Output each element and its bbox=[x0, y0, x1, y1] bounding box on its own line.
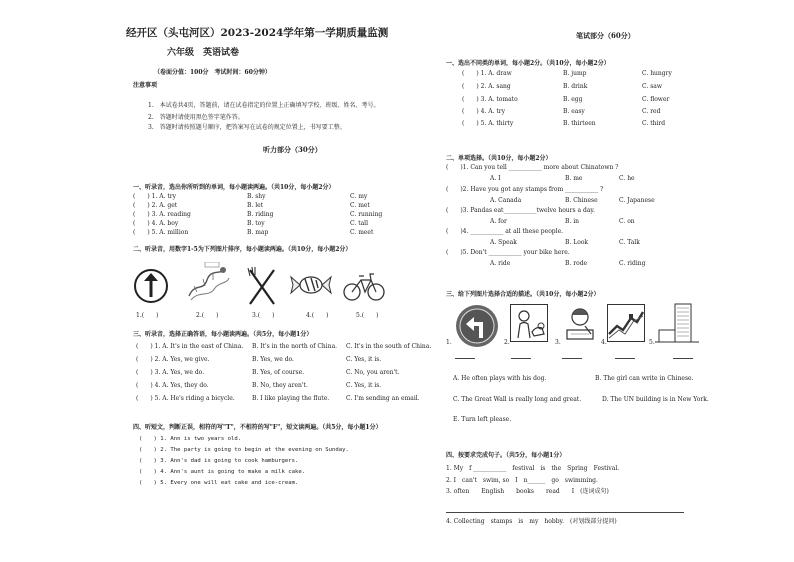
boy-with-dog-icon bbox=[510, 304, 548, 342]
listening-q1-heading: 一、听录音，选出你所听到的单词，每小题读两遍。（共10分，每小题2分） bbox=[133, 184, 335, 191]
pic-label-1: 1. bbox=[446, 339, 452, 346]
option-a: ( ) 5. A. thirty bbox=[462, 120, 514, 127]
option-a: ( ) 5. A. He's riding a bicycle. bbox=[136, 395, 235, 402]
turn-left-sign-icon bbox=[455, 304, 499, 348]
option-b: B. No, they aren't. bbox=[252, 382, 308, 389]
listening-q2-heading: 二、听录音，用数字1-5为下列图片排序，每小题读两遍。（共10分，每小题2分） bbox=[133, 246, 352, 253]
question: ( )1. Can you tell ___________ more about Chinatown ? bbox=[446, 164, 619, 171]
option-a: ( ) 1. A. try bbox=[133, 193, 177, 200]
right-page bbox=[397, 0, 794, 562]
option-a: ( ) 3. A. Yes, we do. bbox=[136, 369, 205, 376]
statement: ( ) 2. The party is going to begin at the evening on Sunday. bbox=[139, 447, 349, 453]
option-c: C. I'm sending an email. bbox=[346, 395, 420, 402]
answer-blank[interactable] bbox=[615, 358, 635, 359]
sentence: 2. I can't swim, so I n______ go swimming. bbox=[446, 477, 598, 484]
sentence: 3. often English books read I (连词成句) bbox=[446, 488, 609, 495]
option-b: B. rode bbox=[565, 260, 588, 267]
option-a: A. I bbox=[490, 175, 501, 182]
description-option: B. The girl can write in Chinese. bbox=[595, 375, 694, 382]
pic-label-1: 1.( ) bbox=[136, 312, 159, 319]
pic-label-5: 5. bbox=[649, 339, 655, 346]
written-q1-heading: 一、选出不同类的单词，每小题2分。（共10分，每小题2分） bbox=[446, 60, 610, 67]
option-a: A. Speak bbox=[490, 239, 517, 246]
listening-q4-heading: 四、听短文，判断正误，相符的写"T"，不相符的写"F"，短文读两遍。（共5分，每小题1分） bbox=[133, 424, 382, 431]
candy-icon bbox=[289, 270, 333, 300]
option-c: C. riding bbox=[619, 260, 646, 267]
score-time: （卷面分值：100分 考试时间：60分钟） bbox=[154, 69, 271, 76]
option-a: ( ) 4. A. try bbox=[462, 108, 506, 115]
option-a: ( ) 2. A. Yes, we give. bbox=[136, 356, 210, 363]
option-b: B. Yes, we do. bbox=[252, 356, 294, 363]
option-c: C. Talk bbox=[619, 239, 640, 246]
option-b: B. Yes, of course. bbox=[252, 369, 305, 376]
statement: ( ) 4. Ann's aunt is going to make a milk cake. bbox=[139, 469, 306, 475]
sentence: 1. My f ___________ festival is the Spring Festival. bbox=[446, 465, 620, 472]
option-c: C. No, you aren't. bbox=[346, 369, 400, 376]
answer-blank[interactable] bbox=[562, 358, 582, 359]
option-c: C. red bbox=[642, 108, 661, 115]
option-b: B. jump bbox=[563, 70, 587, 77]
note-3: 3. 答题时请按照题号顺序，把答案写在试卷的规定位置上，书写要工整。 bbox=[148, 124, 346, 131]
notes-label: 注意事项 bbox=[133, 82, 158, 89]
sentence: 4. Collecting stamps is my hobby. (对划线部分提问) bbox=[446, 518, 617, 525]
question: ( )3. Pandas eat___________twelve hours a day. bbox=[446, 207, 595, 214]
option-c: C. flower bbox=[642, 96, 670, 103]
option-b: B. map bbox=[247, 229, 269, 236]
option-a: A. ride bbox=[490, 260, 511, 267]
option-b: B. shy bbox=[247, 193, 266, 200]
option-c: C. met bbox=[350, 202, 370, 209]
option-c: C. meet bbox=[350, 229, 374, 236]
written-q3-heading: 三、给下列图片选择合适的描述。（共10分，每小题2分） bbox=[446, 291, 600, 298]
description-option: E. Turn left please. bbox=[453, 416, 512, 423]
pic-label-4: 4. bbox=[601, 339, 607, 346]
girl-writing-icon bbox=[561, 304, 599, 342]
question: ( )5. Don't ___________ your bike here. bbox=[446, 249, 570, 256]
pic-label-3: 3.( ) bbox=[252, 312, 275, 319]
option-a: ( ) 3. A. tomato bbox=[462, 96, 518, 103]
option-b: B. egg bbox=[563, 96, 583, 103]
pic-label-5: 5.( ) bbox=[356, 312, 379, 319]
option-c: C. Yes, it is. bbox=[346, 356, 382, 363]
option-a: ( ) 4. A. boy bbox=[133, 220, 179, 227]
listening-q3-heading: 三、听录音，选择正确答语，每小题读两遍。（共5分，每小题1分） bbox=[133, 331, 313, 338]
question: ( )4. ___________ at all these people. bbox=[446, 228, 564, 235]
statement: ( ) 3. Ann's dad is going to cook hamburgers. bbox=[139, 458, 299, 464]
fork-knife-icon bbox=[244, 266, 280, 306]
option-a: ( ) 2. A. sang bbox=[462, 83, 511, 90]
option-a: ( ) 4. A. Yes, they do. bbox=[136, 382, 209, 389]
dragon-icon bbox=[185, 262, 233, 304]
exam-title: 经开区（头屯河区）2023-2024学年第一学期质量监测 bbox=[126, 27, 389, 39]
option-b: B. me bbox=[565, 175, 583, 182]
exam-subtitle: 六年级 英语试卷 bbox=[167, 48, 240, 58]
option-b: B. Chinese bbox=[565, 197, 598, 204]
option-c: C. It's in the south of China. bbox=[346, 343, 432, 350]
option-a: ( ) 1. A. It's in the east of China. bbox=[136, 343, 244, 350]
option-b: B. I like playing the flute. bbox=[252, 395, 330, 402]
option-a: ( ) 1. A. draw bbox=[462, 70, 512, 77]
note-1: 1. 本试卷共4页，答题前，请在试卷指定的位置上正确填写学校、班级、姓名、考号。 bbox=[148, 102, 380, 109]
option-c: C. tall bbox=[350, 220, 369, 227]
answer-blank[interactable] bbox=[511, 358, 531, 359]
option-a: ( ) 3. A. reading bbox=[133, 211, 191, 218]
note-2: 2. 答题时请使用黑色签字笔作答。 bbox=[148, 114, 244, 121]
road-sign-icon bbox=[133, 268, 169, 304]
option-b: B. toy bbox=[247, 220, 265, 227]
pic-label-2: 2.( ) bbox=[196, 312, 219, 319]
answer-blank[interactable] bbox=[455, 358, 475, 359]
pic-label-2: 2. bbox=[504, 339, 510, 346]
description-option: D. The UN building is in New York. bbox=[602, 396, 709, 403]
bicycle-icon bbox=[343, 270, 385, 302]
option-b: B. let bbox=[247, 202, 264, 209]
option-c: C. Yes, it is. bbox=[346, 382, 382, 389]
option-b: B. in bbox=[565, 218, 580, 225]
listening-title: 听力部分（30分） bbox=[263, 145, 322, 154]
option-c: C. third bbox=[642, 120, 666, 127]
option-c: C. running bbox=[350, 211, 383, 218]
description-option: A. He often plays with his dog. bbox=[453, 375, 547, 382]
option-a: ( ) 2. A. get bbox=[133, 202, 178, 209]
option-a: ( ) 5. A. million bbox=[133, 229, 189, 236]
option-a: A. for bbox=[490, 218, 507, 225]
answer-blank[interactable] bbox=[673, 358, 693, 359]
option-b: B. easy bbox=[563, 108, 585, 115]
option-c: C. Japanese bbox=[619, 197, 655, 204]
option-b: B. Look bbox=[565, 239, 589, 246]
statement: ( ) 5. Every one will eat cake and ice-cream. bbox=[139, 480, 299, 486]
option-b: B. It's in the north of China. bbox=[252, 343, 338, 350]
option-a: A. Canada bbox=[490, 197, 522, 204]
option-c: C. on bbox=[619, 218, 635, 225]
un-building-icon bbox=[655, 302, 699, 344]
great-wall-icon bbox=[607, 304, 645, 342]
option-c: C. saw bbox=[642, 83, 662, 90]
answer-line[interactable] bbox=[446, 512, 684, 513]
statement: ( ) 1. Ann is two years old. bbox=[139, 436, 242, 442]
description-option: C. The Great Wall is really long and great. bbox=[453, 396, 582, 403]
written-q4-heading: 四、按要求完成句子。（共5分，每小题1分） bbox=[446, 452, 566, 459]
option-b: B. thirteen bbox=[563, 120, 596, 127]
pic-label-4: 4.( ) bbox=[306, 312, 329, 319]
option-c: C. my bbox=[350, 193, 368, 200]
option-c: C. hungry bbox=[642, 70, 672, 77]
pic-label-3: 3. bbox=[555, 339, 561, 346]
question: ( )2. Have you got any stamps from ___________ ? bbox=[446, 186, 604, 193]
option-b: B. drink bbox=[563, 83, 588, 90]
written-q2-heading: 二、单项选择。（共10分，每小题2分） bbox=[446, 155, 552, 162]
option-c: C. he bbox=[619, 175, 635, 182]
option-b: B. riding bbox=[247, 211, 274, 218]
written-title: 笔试部分（60分） bbox=[576, 31, 635, 40]
